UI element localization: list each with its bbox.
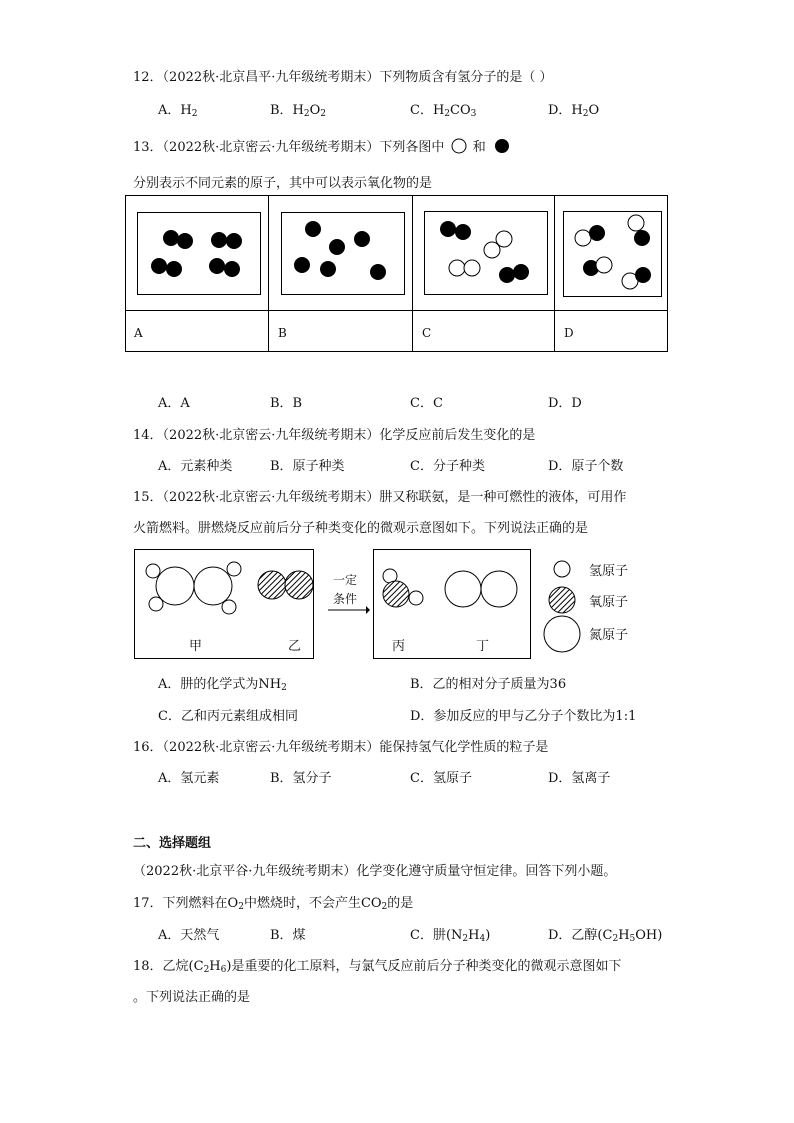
- q16-option-c[interactable]: C．氢原子: [410, 771, 472, 786]
- label-yi: 乙: [288, 639, 302, 654]
- diagram-b: [281, 212, 405, 295]
- q13-options: [158, 392, 678, 412]
- q16-option-a[interactable]: A．氢元素: [158, 771, 220, 786]
- q12-option-d[interactable]: D．$H_2O$: [548, 103, 600, 119]
- q13-options-table: [125, 195, 668, 352]
- q15-option-d[interactable]: D．参加反应的甲与乙分子个数比为1:1: [410, 709, 637, 724]
- cell-label-b: B: [278, 326, 287, 340]
- q13-stem-line2: 分别表示不同元素的原子，其中可以表示氧化物的是: [133, 176, 433, 191]
- reactants-box: [134, 549, 314, 659]
- q17-option-b[interactable]: B．煤: [270, 928, 306, 943]
- q16-stem: 16．（2022秋·北京密云·九年级统考期末）能保持氢气化学性质的粒子是: [133, 740, 549, 755]
- section-intro: （2022秋·北京平谷·九年级统考期末）化学变化遵守质量守恒定律。回答下列小题。: [133, 864, 617, 879]
- table-divider: [412, 196, 413, 351]
- oxygen-atom-icon: [549, 587, 575, 613]
- q17-options: [158, 924, 678, 944]
- section-heading: 二、选择题组: [133, 836, 212, 851]
- q14-stem: 14．（2022秋·北京密云·九年级统考期末）化学反应前后发生变化的是: [133, 428, 536, 443]
- q12-option-b[interactable]: B．$H_2O_2$: [270, 103, 327, 119]
- q17-option-c[interactable]: C．肼$(N_2H_4)$: [410, 928, 491, 944]
- molecules-b: [282, 213, 406, 296]
- molecules-a: [138, 213, 262, 296]
- q13-option-b[interactable]: B．B: [270, 396, 303, 411]
- table-divider: [554, 196, 555, 351]
- q14-option-a[interactable]: A．元素种类: [158, 459, 233, 474]
- legend-hydrogen: 氢原子: [589, 564, 629, 579]
- q13-option-d[interactable]: D．D: [548, 396, 582, 411]
- label-bing: 丙: [392, 639, 406, 654]
- table-divider: [126, 310, 667, 311]
- products-box: [373, 549, 531, 659]
- q14-option-d[interactable]: D．原子个数: [548, 459, 624, 474]
- q12-options: [158, 99, 678, 119]
- reaction-arrow-icon: [328, 604, 370, 616]
- q18-stem-line1: 18．乙烷$(C_2H_6)$是重要的化工原料，与氯气反应前后分子种类变化的微观示意图如下: [133, 959, 622, 975]
- q15-option-b[interactable]: B．乙的相对分子质量为36: [410, 677, 567, 692]
- q17-option-a[interactable]: A．天然气: [158, 928, 220, 943]
- legend-icons: [540, 556, 590, 656]
- cell-label-a: A: [134, 326, 143, 340]
- q15-option-c[interactable]: C．乙和丙元素组成相同: [158, 709, 298, 724]
- diagram-c: [424, 211, 548, 295]
- label-jia: 甲: [189, 639, 203, 654]
- q14-option-c[interactable]: C．分子种类: [410, 459, 485, 474]
- cell-label-c: C: [422, 326, 432, 340]
- q18-stem-line2: 。下列说法正确的是: [133, 990, 251, 1005]
- legend-oxygen: 氧原子: [589, 595, 629, 610]
- q13-option-c[interactable]: C．C: [410, 396, 443, 411]
- q13-stem-line1: 13．（2022秋·北京密云·九年级统考期末）下列各图中 和: [133, 135, 506, 155]
- q12-option-a[interactable]: A．$H_2$: [158, 103, 198, 119]
- q14-option-b[interactable]: B．原子种类: [270, 459, 345, 474]
- q15-options-row2: [158, 705, 678, 725]
- q15-option-a[interactable]: A．肼的化学式为$NH_2$: [158, 677, 287, 693]
- cell-label-d: D: [564, 326, 574, 340]
- q17-option-d[interactable]: D．乙醇$(C_2H_5OH)$: [548, 928, 663, 944]
- q15-stem-line2: 火箭燃料。肼燃烧反应前后分子种类变化的微观示意图如下。下列说法正确的是: [133, 521, 589, 536]
- arrow-condition-top: 一定: [333, 573, 358, 587]
- q15-options-row1: [158, 673, 678, 693]
- q16-option-d[interactable]: D．氢离子: [548, 771, 611, 786]
- white-atom-icon: [451, 138, 467, 154]
- q15-stem-line1: 15．（2022秋·北京密云·九年级统考期末）肼又称联氨，是一种可燃性的液体，可用作: [133, 490, 627, 505]
- q16-options: [158, 767, 678, 787]
- nitrogen-atom-icon: [544, 616, 580, 652]
- hydrogen-atom-icon: [554, 561, 570, 577]
- diagram-d: [563, 211, 662, 297]
- q12-option-c[interactable]: C．$H_2CO_3$: [410, 103, 477, 119]
- q12-stem: 12．（2022秋·北京昌平·九年级统考期末）下列物质含有氢分子的是（ ）: [133, 70, 553, 85]
- q17-stem: 17．下列燃料在$O_2$中燃烧时，不会产生$CO_2$的是: [133, 896, 414, 912]
- molecules-c: [425, 212, 549, 296]
- q14-options: [158, 455, 678, 475]
- legend-nitrogen: 氮原子: [589, 628, 629, 643]
- black-atom-icon: [494, 138, 510, 154]
- label-ding: 丁: [476, 639, 490, 654]
- diagram-a: [137, 212, 261, 295]
- q13-option-a[interactable]: A．A: [158, 396, 190, 411]
- q16-option-b[interactable]: B．氢分子: [270, 771, 332, 786]
- arrow-condition-bottom: 条件: [333, 592, 358, 606]
- molecules-d: [564, 212, 663, 298]
- table-divider: [268, 196, 269, 351]
